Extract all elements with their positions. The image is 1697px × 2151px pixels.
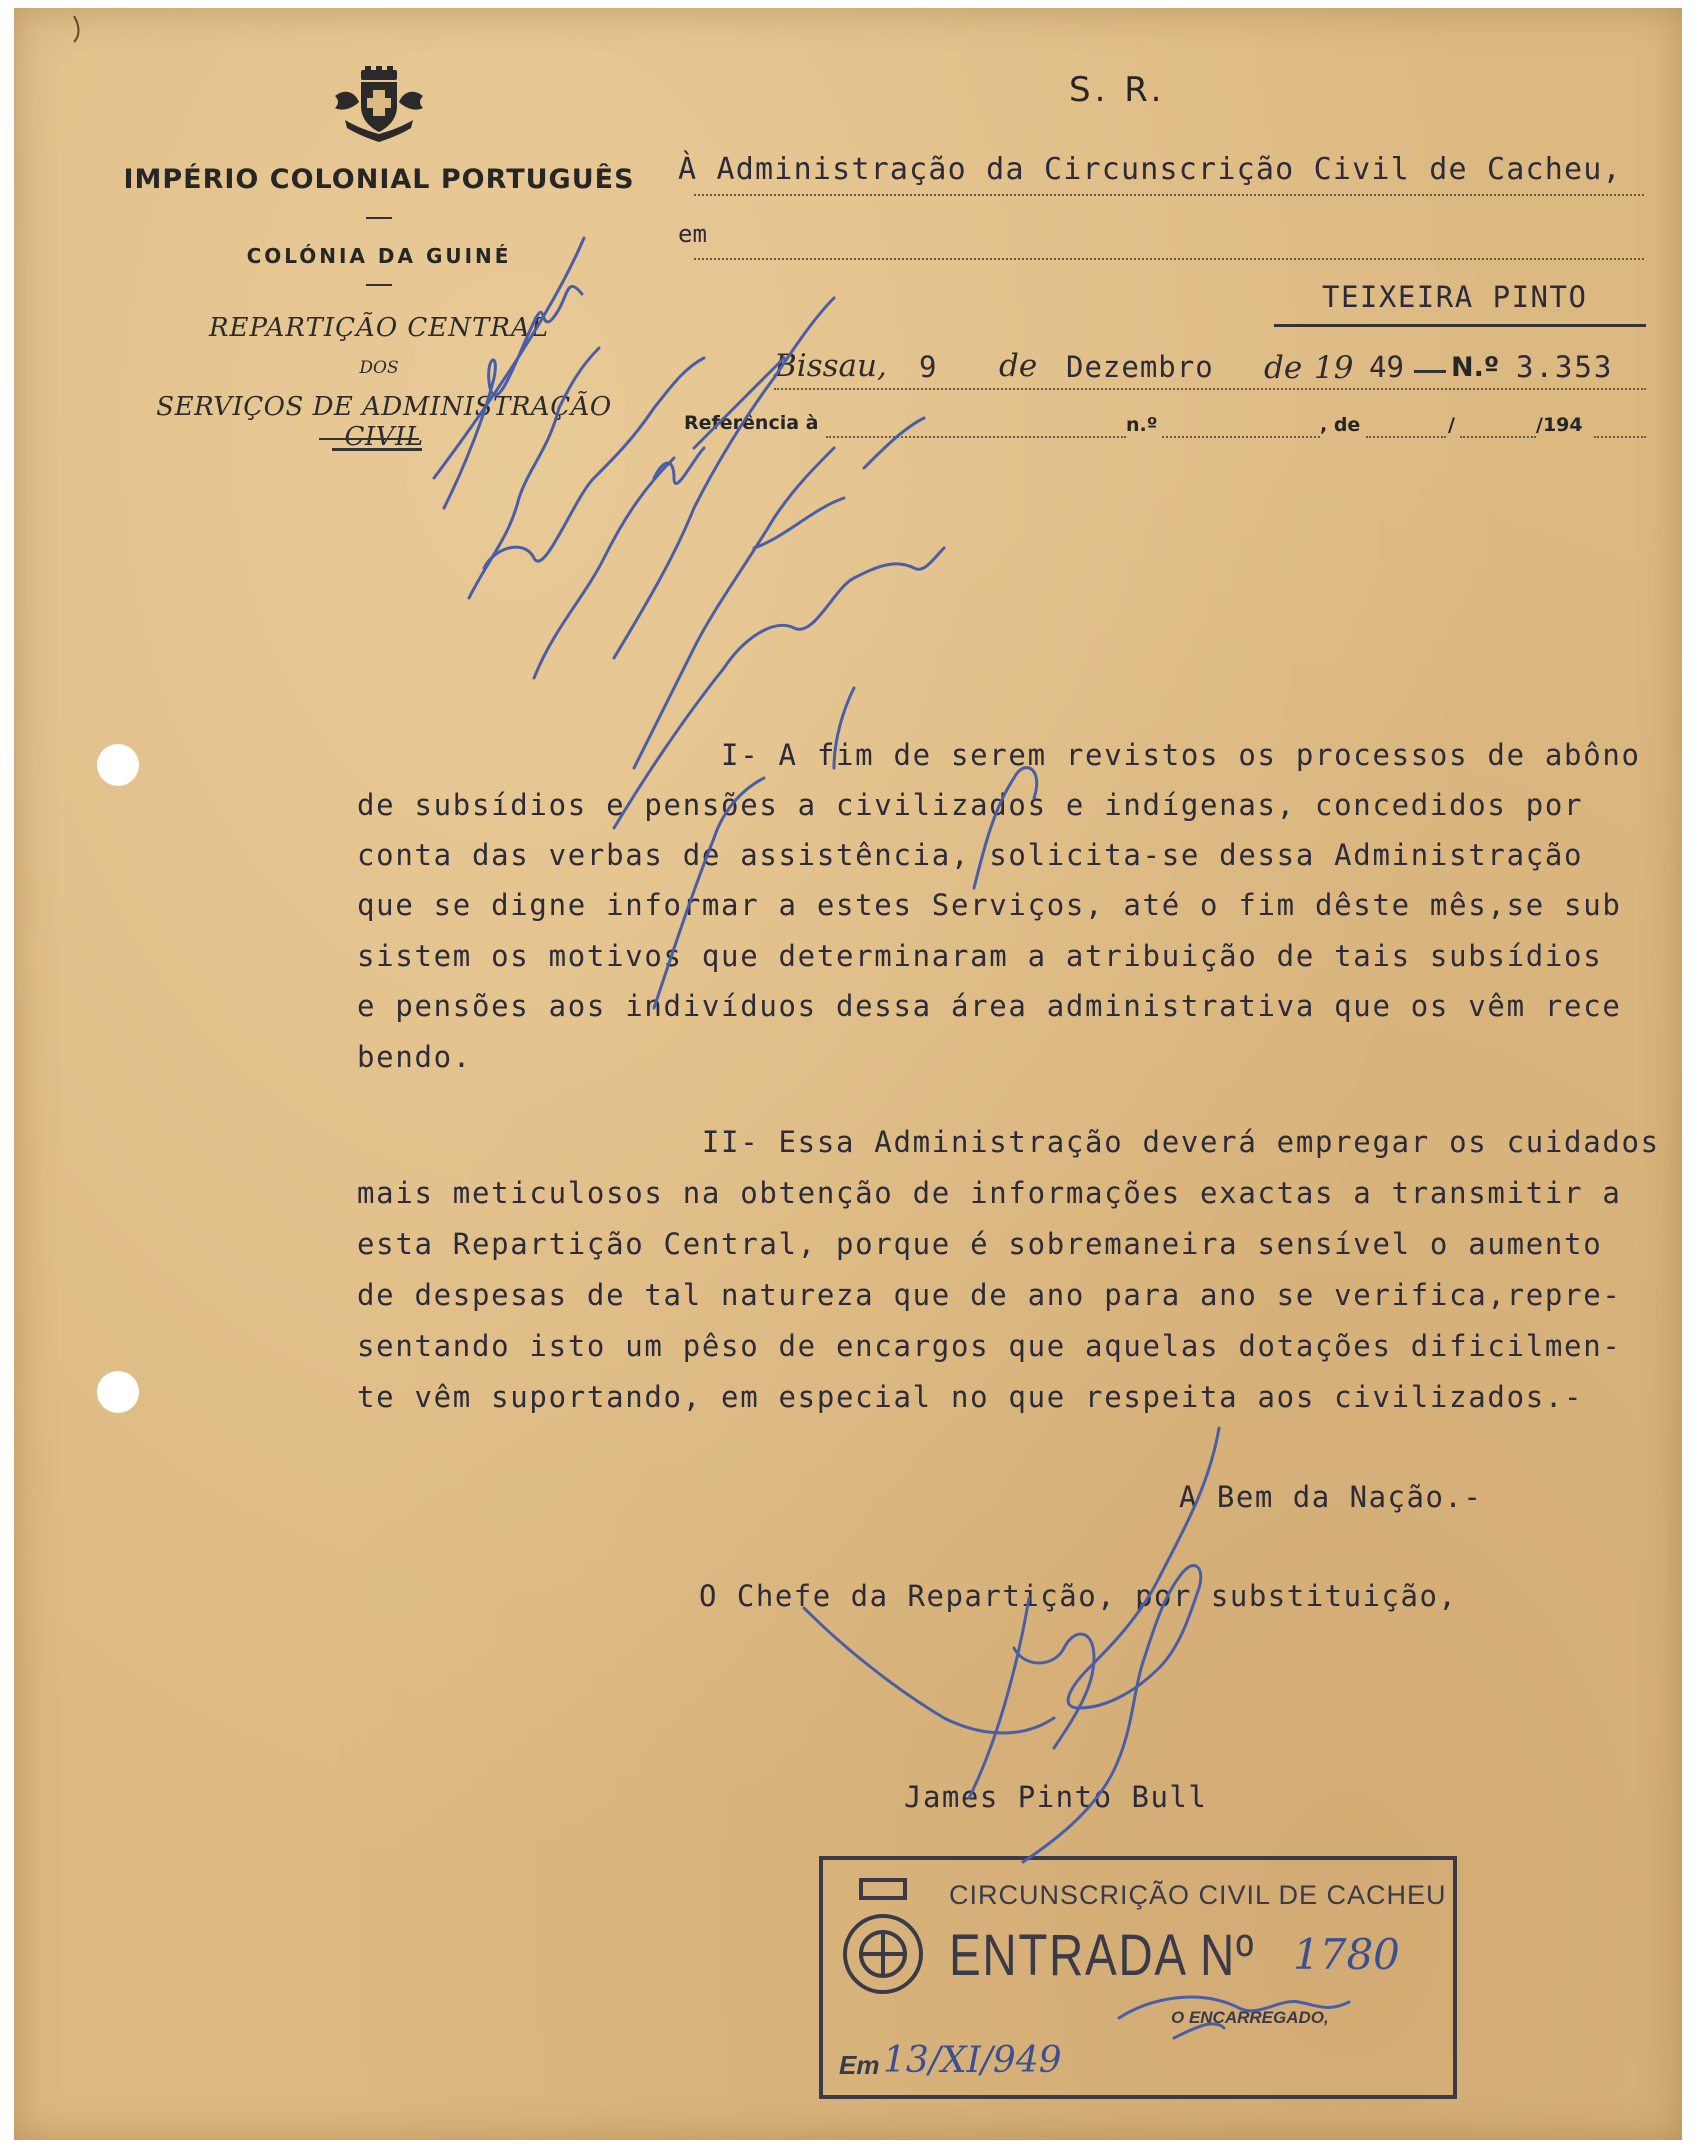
em-label: em	[678, 220, 707, 248]
signatory-name: James Pinto Bull	[904, 1780, 1208, 1814]
body-line: sistem os motivos que determinaram a atribuição de tais subsídios	[357, 939, 1603, 973]
stamp-clerk-label: O ENCARREGADO,	[1171, 2008, 1329, 2027]
letter-paper	[14, 8, 1682, 2140]
reference-de-label: , de	[1320, 414, 1361, 436]
body-line: I- A fim de serem revistos os processos de abôno	[357, 738, 1641, 772]
empire-heading: IMPÉRIO COLONIAL PORTUGUÊS	[123, 164, 635, 195]
stamp-office: CIRCUNSCRIÇÃO CIVIL DE CACHEU	[949, 1880, 1447, 1910]
body-line: de despesas de tal natureza que de ano para ano se verifica,repre-	[357, 1278, 1622, 1312]
sr-mark: S. R.	[1069, 70, 1166, 110]
body-line: bendo.	[357, 1040, 472, 1074]
body-line: e pensões aos indivíduos dessa área administrativa que os vêm rece	[357, 989, 1622, 1023]
reference-slash: /	[1448, 414, 1455, 436]
place-name: TEIXEIRA PINTO	[1322, 280, 1588, 314]
body-line: conta das verbas de assistência, solicita-se dessa Administração	[357, 838, 1584, 872]
date-year-suffix: 49	[1369, 350, 1404, 384]
handwritten-annotations	[14, 8, 1682, 2140]
date-city: Bissau,	[774, 348, 887, 384]
body-line: de subsídios e pensões a civilizados e indígenas, concedidos por	[357, 788, 1584, 822]
date-de-year: de	[1264, 350, 1303, 386]
stamp-entry-number: 1780	[1293, 1930, 1400, 1979]
reference-year: /194	[1536, 414, 1583, 436]
office-heading-services: SERVIÇOS DE ADMINISTRAÇÃO CIVIL	[156, 392, 612, 452]
stamp-date-value: 13/XI/949	[883, 2040, 1062, 2081]
number-label: N.º	[1451, 352, 1500, 383]
body-line: te vêm suportando, em especial no que respeita aos civilizados.-	[357, 1380, 1584, 1414]
date-year-prefix: 19	[1314, 350, 1354, 386]
addressee-line: À Administração da Circunscrição Civil de Cacheu,	[678, 152, 1622, 187]
body-line: esta Repartição Central, porque é sobremaneira sensível o aumento	[357, 1227, 1603, 1261]
body-line: II- Essa Administração deverá empregar os cuidados	[357, 1125, 1660, 1159]
office-heading-dos: DOS	[359, 358, 399, 378]
salutation: A Bem da Nação.-	[1179, 1480, 1483, 1514]
date-day: 9	[919, 350, 937, 384]
stamp-date-label: Em	[839, 2050, 880, 2080]
signatory-role: O Chefe da Repartição, por substituição,	[699, 1579, 1458, 1613]
stamp-entry-label: ENTRADA Nº	[949, 1923, 1255, 1988]
body-line: que se digne informar a estes Serviços, até o fim dêste mês,se sub	[357, 888, 1622, 922]
date-de: de	[999, 348, 1038, 384]
reference-label: Referência à	[684, 412, 819, 434]
body-line: mais meticulosos na obtenção de informações exactas a transmitir a	[357, 1176, 1622, 1210]
colony-heading: COLÓNIA DA GUINÉ	[246, 244, 512, 268]
body-line: sentando isto um pêso de encargos que aquelas dotações dificilmen-	[357, 1329, 1622, 1363]
office-heading: REPARTIÇÃO CENTRAL	[208, 313, 549, 343]
letter-number: 3.353	[1516, 350, 1614, 384]
date-month: Dezembro	[1066, 350, 1214, 384]
reference-no-label: n.º	[1126, 414, 1158, 436]
